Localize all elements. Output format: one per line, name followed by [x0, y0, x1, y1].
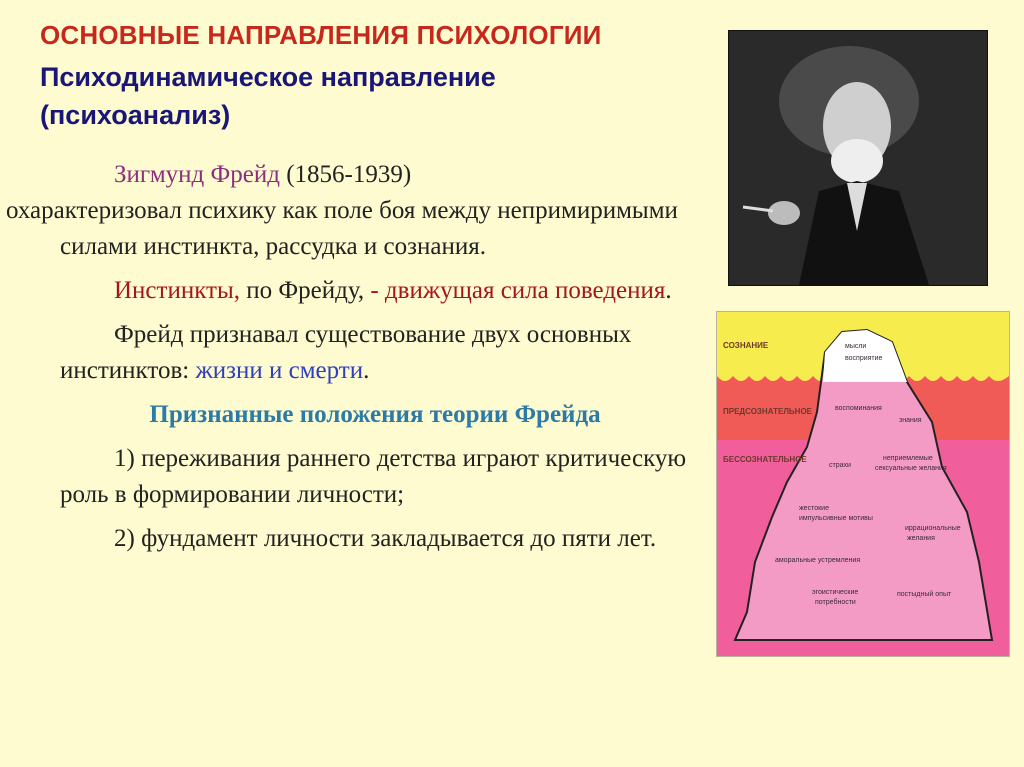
paragraph-instincts [60, 273, 690, 309]
by-freud: по Фрейду, [240, 277, 365, 304]
theory-item-1: 1) переживания раннего детства играют критическую роль в формировании личности; [60, 445, 687, 508]
iceberg-svg [717, 312, 1009, 656]
period-2: . [363, 357, 370, 384]
label-sexual-1: неприемлемые [883, 455, 933, 462]
portrait-icon [729, 31, 987, 285]
theory-item-2: 2) фундамент личности закладывается до пяти лет. [114, 525, 657, 552]
freud-portrait [728, 30, 988, 286]
label-violent-2: импульсивные мотивы [799, 515, 873, 522]
label-perception: восприятие [845, 355, 883, 362]
label-violent-1: жестокие [799, 505, 829, 512]
theory-heading: Признанные положения теории Фрейда [149, 401, 601, 428]
driving-force: - движущая сила поведения [364, 277, 666, 304]
label-memories: воспоминания [835, 405, 882, 412]
label-amoral: аморальные устремления [775, 557, 861, 564]
iceberg-diagram [716, 311, 1010, 657]
label-knowledge: знания [899, 417, 922, 424]
label-selfish-2: потребности [815, 599, 856, 606]
paragraph-freud [6, 157, 690, 265]
label-irrational-2: желания [907, 535, 935, 542]
label-irrational-1: иррациональные [905, 525, 961, 532]
paragraph-two-instincts [60, 317, 690, 389]
label-selfish-1: эгоистические [812, 589, 859, 596]
two-instincts-text: Фрейд признавал существование двух основных инстинктов: [60, 321, 632, 384]
label-conscious: СОЗНАНИЕ [723, 341, 769, 350]
label-preconscious: ПРЕДСОЗНАТЕЛЬНОЕ [723, 407, 813, 416]
freud-years: (1856-1939) [279, 161, 412, 188]
page-subtitle: Психодинамическое направление (психоанализ) [40, 62, 496, 130]
freud-name: Зигмунд Фрейд [114, 161, 280, 188]
life-death: жизни и смерти [195, 357, 364, 384]
page-title: ОСНОВНЫЕ НАПРАВЛЕНИЯ ПСИХОЛОГИИ [40, 20, 602, 50]
instincts-word: Инстинкты, [114, 277, 241, 304]
label-shameful: постыдный опыт [897, 591, 952, 598]
main-text [6, 157, 690, 565]
label-sexual-2: сексуальные желания [875, 465, 947, 472]
label-thoughts: мысли [845, 343, 867, 350]
label-unconscious: БЕССОЗНАТЕЛЬНОЕ [723, 455, 807, 464]
period: . [665, 277, 672, 304]
freud-description: охарактеризовал психику как поле боя между непримиримыми силами инстинкта, рассудка и сознания. [6, 197, 678, 260]
label-fears: страхи [829, 462, 851, 469]
